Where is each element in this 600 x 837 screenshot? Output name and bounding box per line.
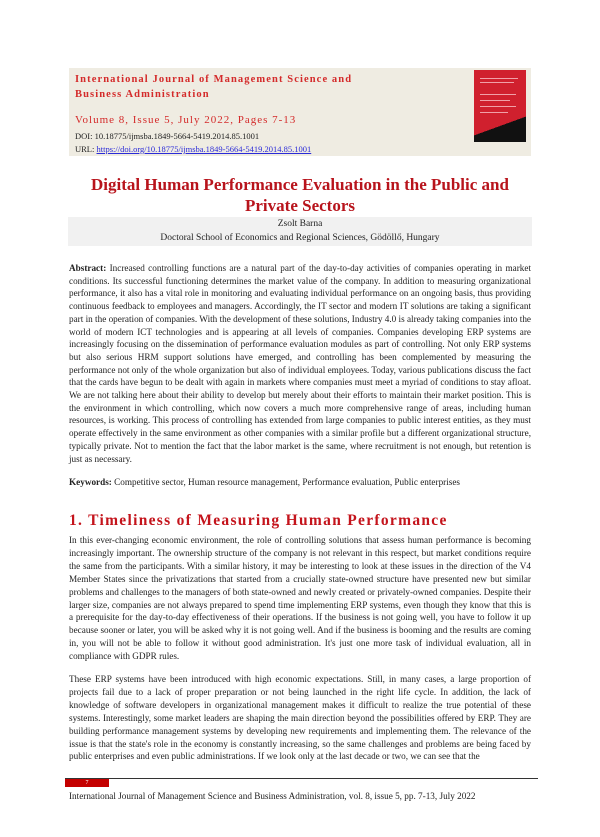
page-number: 7 [65, 779, 109, 787]
affiliation: Doctoral School of Economics and Regional Sciences, Gödöllő, Hungary [160, 233, 440, 243]
keywords-text: Competitive sector, Human resource management, Performance evaluation, Public enterprises [111, 477, 461, 487]
abstract [69, 262, 531, 465]
body-paragraph: In this ever-changing economic environment, the role of controlling solutions that assess human performance is becoming increasingly important. The ownership structure of the company is not relevant in this respect, but market conditions require the same from the participants. With a similar history, it may be interesting to look at these issues in the direction of the V4 Member States since the privatizations that started from a crucially state-owned structure have presented new but similar problems and challenges to the managers of both state-owned and newly created or privately-owned companies. Despite their larger size, companies are not always prepared to spend time implementing ERP systems, even though they know that this is a prerequisite for the day-to-day effectiveness of their operations. If the business is not going well, you have to follow it up because sooner or later, you will be asked why it is not going well. And if the business is booming and the results are coming in, you will not be able to follow it without good administration. It's just one more task of individual evaluation, all in compliance with GDPR rules. [69, 535, 531, 662]
author-block [68, 217, 532, 246]
doi: DOI: 10.18775/ijmsba.1849-5664-5419.2014.85.1001 [75, 131, 260, 141]
author-name: Zsolt Barna [277, 219, 323, 229]
abstract-label: Abstract: [69, 263, 107, 273]
keywords-label: Keywords: [69, 477, 112, 487]
doi-link[interactable]: https://doi.org/10.18775/ijmsba.1849-5664-5419.2014.85.1001 [96, 144, 312, 154]
journal-cover-image [474, 70, 526, 142]
url-line [75, 144, 311, 154]
footer-citation: International Journal of Management Science and Business Administration, vol. 8, issue 5, pp. 7-13, July 2022 [69, 791, 476, 801]
journal-header [69, 68, 531, 156]
url-label: URL: [75, 144, 97, 154]
keywords [69, 477, 531, 487]
journal-title: International Journal of Management Science and Business Administration [75, 74, 353, 100]
paper-title: Digital Human Performance Evaluation in the Public and Private Sectors [91, 175, 509, 215]
footer-divider [65, 778, 538, 779]
abstract-text: Increased controlling functions are a natural part of the day-to-day activities of companies operating in market conditions. Its successful functioning determines the market value of the company. In addition to measuring organizational performance, it also has a vital role in monitoring and evaluating individual performance on an ongoing basis, thus providing continuous feedback to employees and managers. Accordingly, the IT sector and modern IT solutions are taking a significant part in the operation of companies. With the development of these solutions, Industry 4.0 is already taking companies into the world of modern ICT technologies and is appearing at all levels of companies. Companies developing ERP systems are increasingly focusing on the dissemination of performance evaluation modules as part of controlling. Not only ERP systems but also serious HRM support solutions have emerged, and controlling has been complemented by measuring the performance not only of the whole organization but also of individual employees. Today, various publications discuss the fact that the cards have begun to be dealt with again in markets where companies must meet a myriad of conditions to stay afloat. We are not talking here about their ability to develop but merely about their efforts to maintain their market position. This is the environment in which controlling, which now covers a much more comprehensive range of areas, including human resources, is working. This process of controlling has extended from large companies to public interest entities, as they must operate effectively in the same environment as other companies with a similar profile but a different organizational structure, typically private. Not to mention the fact that the labor market is the same, where recruitment is not enough, but retention is just as necessary. [69, 263, 531, 464]
volume-line: Volume 8, Issue 5, July 2022, Pages 7-13 [75, 114, 297, 126]
body-paragraph: These ERP systems have been introduced with high economic expectations. Still, in many cases, a large proportion of projects fail due to a lack of proper preparation or not being launched in the right life cycle. In addition, the lack of knowledge of software developers in organizational management makes it difficult to realize the true potential of these systems. Interestingly, some market leaders are shaping the main direction beyond the possibilities offered by ERP. They are building performance management systems by developing new requirements and implementing them. The relevance of the issue is that the state's role in the economy is constantly increasing, so the same challenges and problems are being faced by public enterprises and even public administrations. If we look only at the last decade or two, we can see that the [69, 674, 531, 762]
section-heading: 1. Timeliness of Measuring Human Performance [69, 512, 448, 529]
